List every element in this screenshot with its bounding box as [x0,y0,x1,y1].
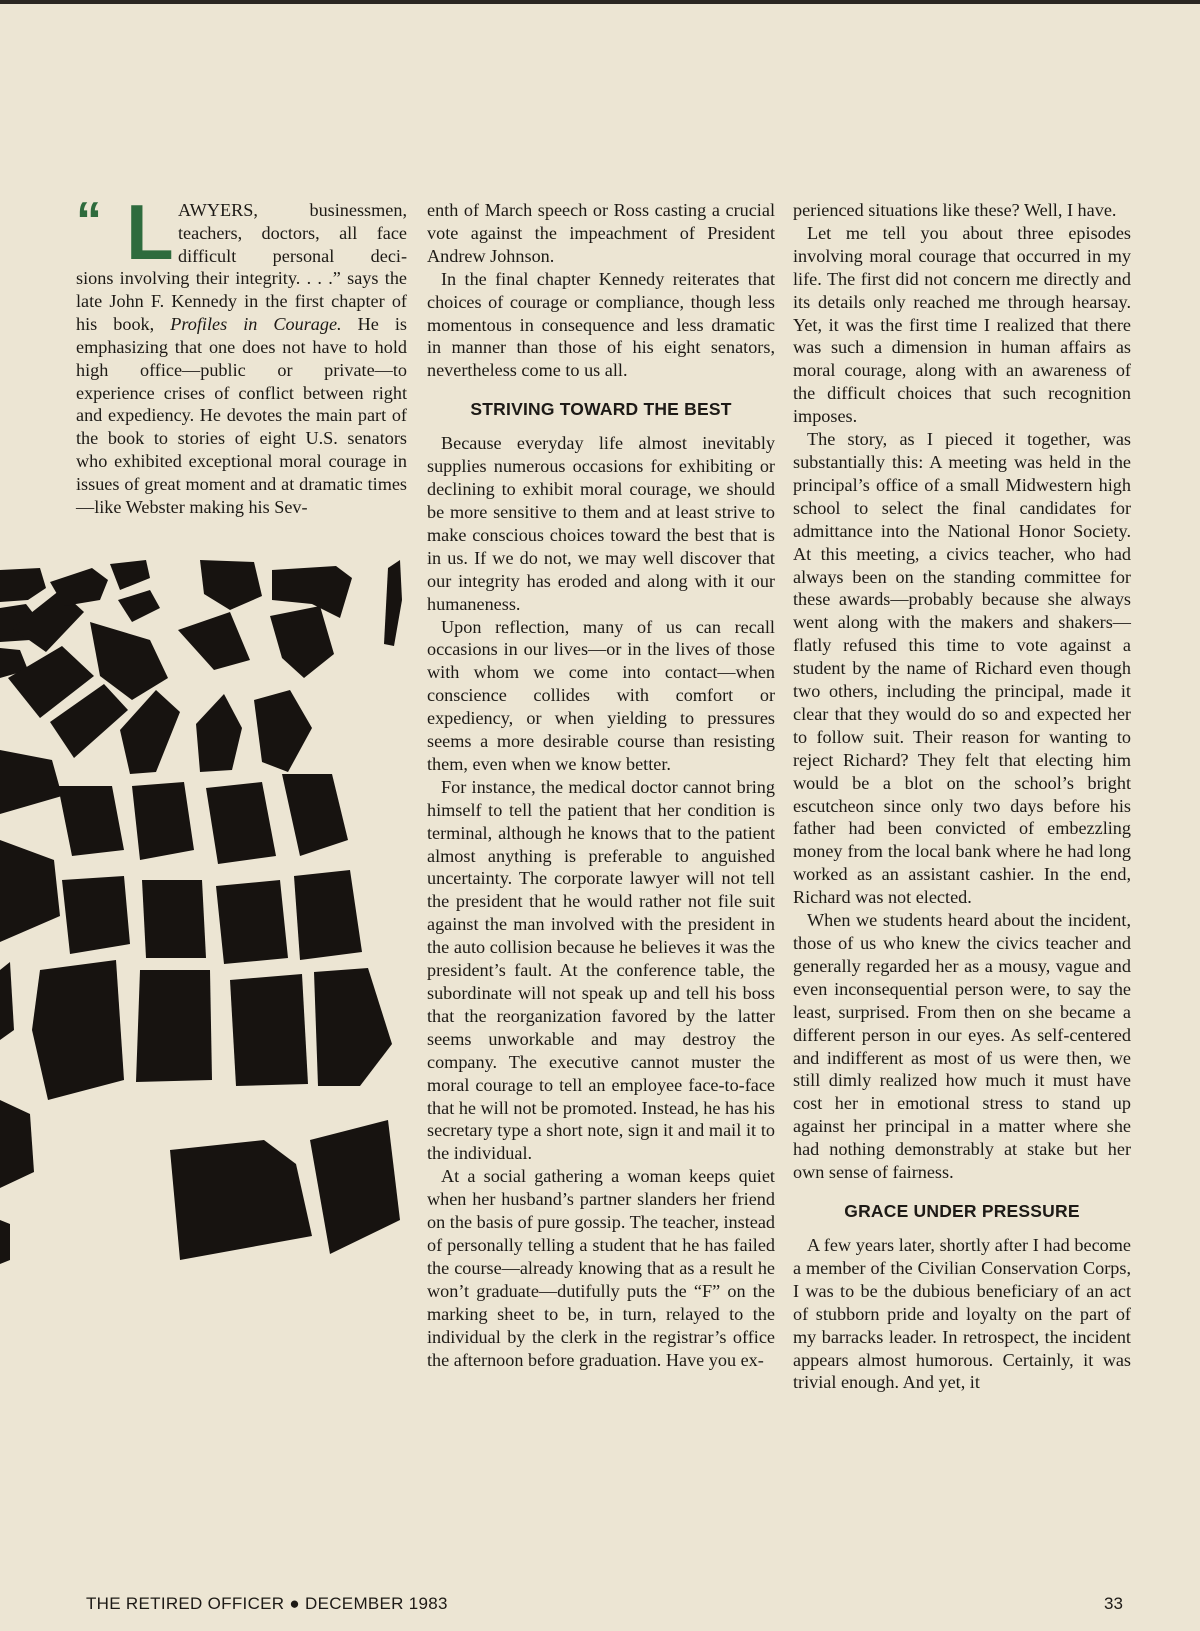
opening-text-b: He is emphasizing that one does not have to hold high office—public or private—to experience crises of conflict between right and expediency. He devotes the main part of the book to stories of eight U.S. senators who exhibited exceptional moral courage in issues of great moment and at dramatic times—like Webster making his Sev- [76,313,408,518]
section-heading-striving: STRIVING TOWARD THE BEST [470,399,732,420]
drop-cap-letter: L [126,188,174,276]
paragraph-3-3: The story, as I pieced it together, was substantially this: A meeting was held in the principal’s office of a small Midwestern high school to select the final candidates for admittance into the National Honor Society. At this meeting, a civics teacher, who had always been on the standing committee for these awards—probably because she always went along with the makers and shakers—flatly refused this time to vote against a student by the name of Richard even though two others, including the principal, made it clear that they would do so and expected her to follow suit. Their reason for wanting to reject Richard? They felt that electing him would be a blot on the school’s bright escutcheon since only two days before his father had been convicted of embezzling money from the local bank where he had long worked as an assistant cashier. In the end, Richard was not elected. [793,429,1131,908]
paragraph-2-1: enth of March speech or Ross casting a crucial vote against the impeachment of President Andrew Johnson. [427,200,775,266]
paragraph-3-1: perienced situations like these? Well, I have. [793,200,1117,220]
column-1 [76,188,408,519]
drop-cap-text [178,199,407,268]
opening-line-2: teachers, doctors, all face [178,222,407,243]
abstract-web-illustration [0,560,430,1360]
issue-date: DECEMBER 1983 [305,1594,448,1613]
drop-cap-block [76,188,407,276]
paragraph-2-3: Because everyday life almost inevitably supplies numerous occasions for exhibiting or declining to exhibit moral courage, we should be more sensitive to them and at least strive to make conscious choices toward the best that is in us. If we do not, we may well discover that our integrity has eroded and along with it our humaneness. [427,433,775,614]
top-rule [0,0,1200,4]
paragraph-3-2: Let me tell you about three episodes involving moral courage that occurred in my life. The first did not concern me directly and its details only reached me through hearsay. Yet, it was the first time I realized that there was such a dimension in human affairs as moral courage, along with an awareness of the difficult choices that such recognition imposes. [793,222,1131,427]
opening-line-3: difficult personal deci- [178,245,407,266]
column-3 [793,199,1131,1394]
page-number: 33 [1104,1594,1123,1613]
paragraph-2-6: At a social gathering a woman keeps quiet when her husband’s partner slanders her friend on the basis of pure gossip. The teacher, instead of personally telling a student that he has failed the course—already knowing that as a result he won’t graduate—dutifully puts the “F” on the marking sheet to be, in turn, relayed to the individual by the clerk in the registrar’s office the afternoon before graduation. Have you ex- [427,1166,775,1370]
running-footer [86,1594,448,1614]
opening-paragraph [76,267,407,519]
drop-quote-mark: “ [76,192,102,250]
book-title: Profiles in Courage. [170,313,342,334]
paragraph-3-5: A few years later, shortly after I had become a member of the Civilian Conservation Corps, I was to be the dubious beneficiary of an act of stubborn pride and loyalty on the part of my barracks leader. In retrospect, the incident appears almost humorous. Certainly, it was trivial enough. And yet, it [793,1234,1131,1393]
column-2 [427,199,775,1371]
opening-line-1: AWYERS, businessmen, [178,200,407,220]
opening-text-a: sions involving their integrity. . . .” says the late John F. Kennedy in the first chapter of his book, [76,268,407,334]
paragraph-2-5: For instance, the medical doctor cannot bring himself to tell the patient that her condition is terminal, although he knows that to the patient almost anything is preferable to anguished uncertainty. The corporate lawyer will not tell the president that he would rather not file suit against the man involved with the president in the auto collision because he believes it was the president’s fault. At the conference table, the subordinate will not speak up and tell his boss that the reorganization favored by the latter seems unworkable and may destroy the company. The executive cannot muster the moral courage to tell an employee face-to-face that he will not be promoted. Instead, he has his secretary type a short note, sign it and mail it to the individual. [427,776,776,1164]
paragraph-3-4: When we students heard about the incident, those of us who knew the civics teacher and generally regarded her as a mousy, vague and even inconsequential person were, to say the least, surprised. From then on she became a different person in our eyes. As self-centered and indifferent as most of us were then, we still dimly realized how much it must have cost her in emotional stress to stand up against her principal in a matter where she had nothing demonstrably at stake but her own sense of fairness. [793,910,1131,1183]
paragraph-2-4: Upon reflection, many of us can recall occasions in our lives—or in the lives of those with whom we come into contact—when conscience collides with comfort or expediency, or when yielding to pressures seems a more desirable course than resisting them, even when we know better. [427,616,775,774]
section-heading-grace: GRACE UNDER PRESSURE [844,1200,1080,1221]
bullet-separator: ● [289,1594,300,1613]
publication-name: THE RETIRED OFFICER [86,1594,285,1613]
paragraph-2-2: In the final chapter Kennedy reiterates that choices of courage or compliance, though less momentous in consequence and less dramatic in manner than those of his eight senators, nevertheless come to us all. [427,268,775,381]
